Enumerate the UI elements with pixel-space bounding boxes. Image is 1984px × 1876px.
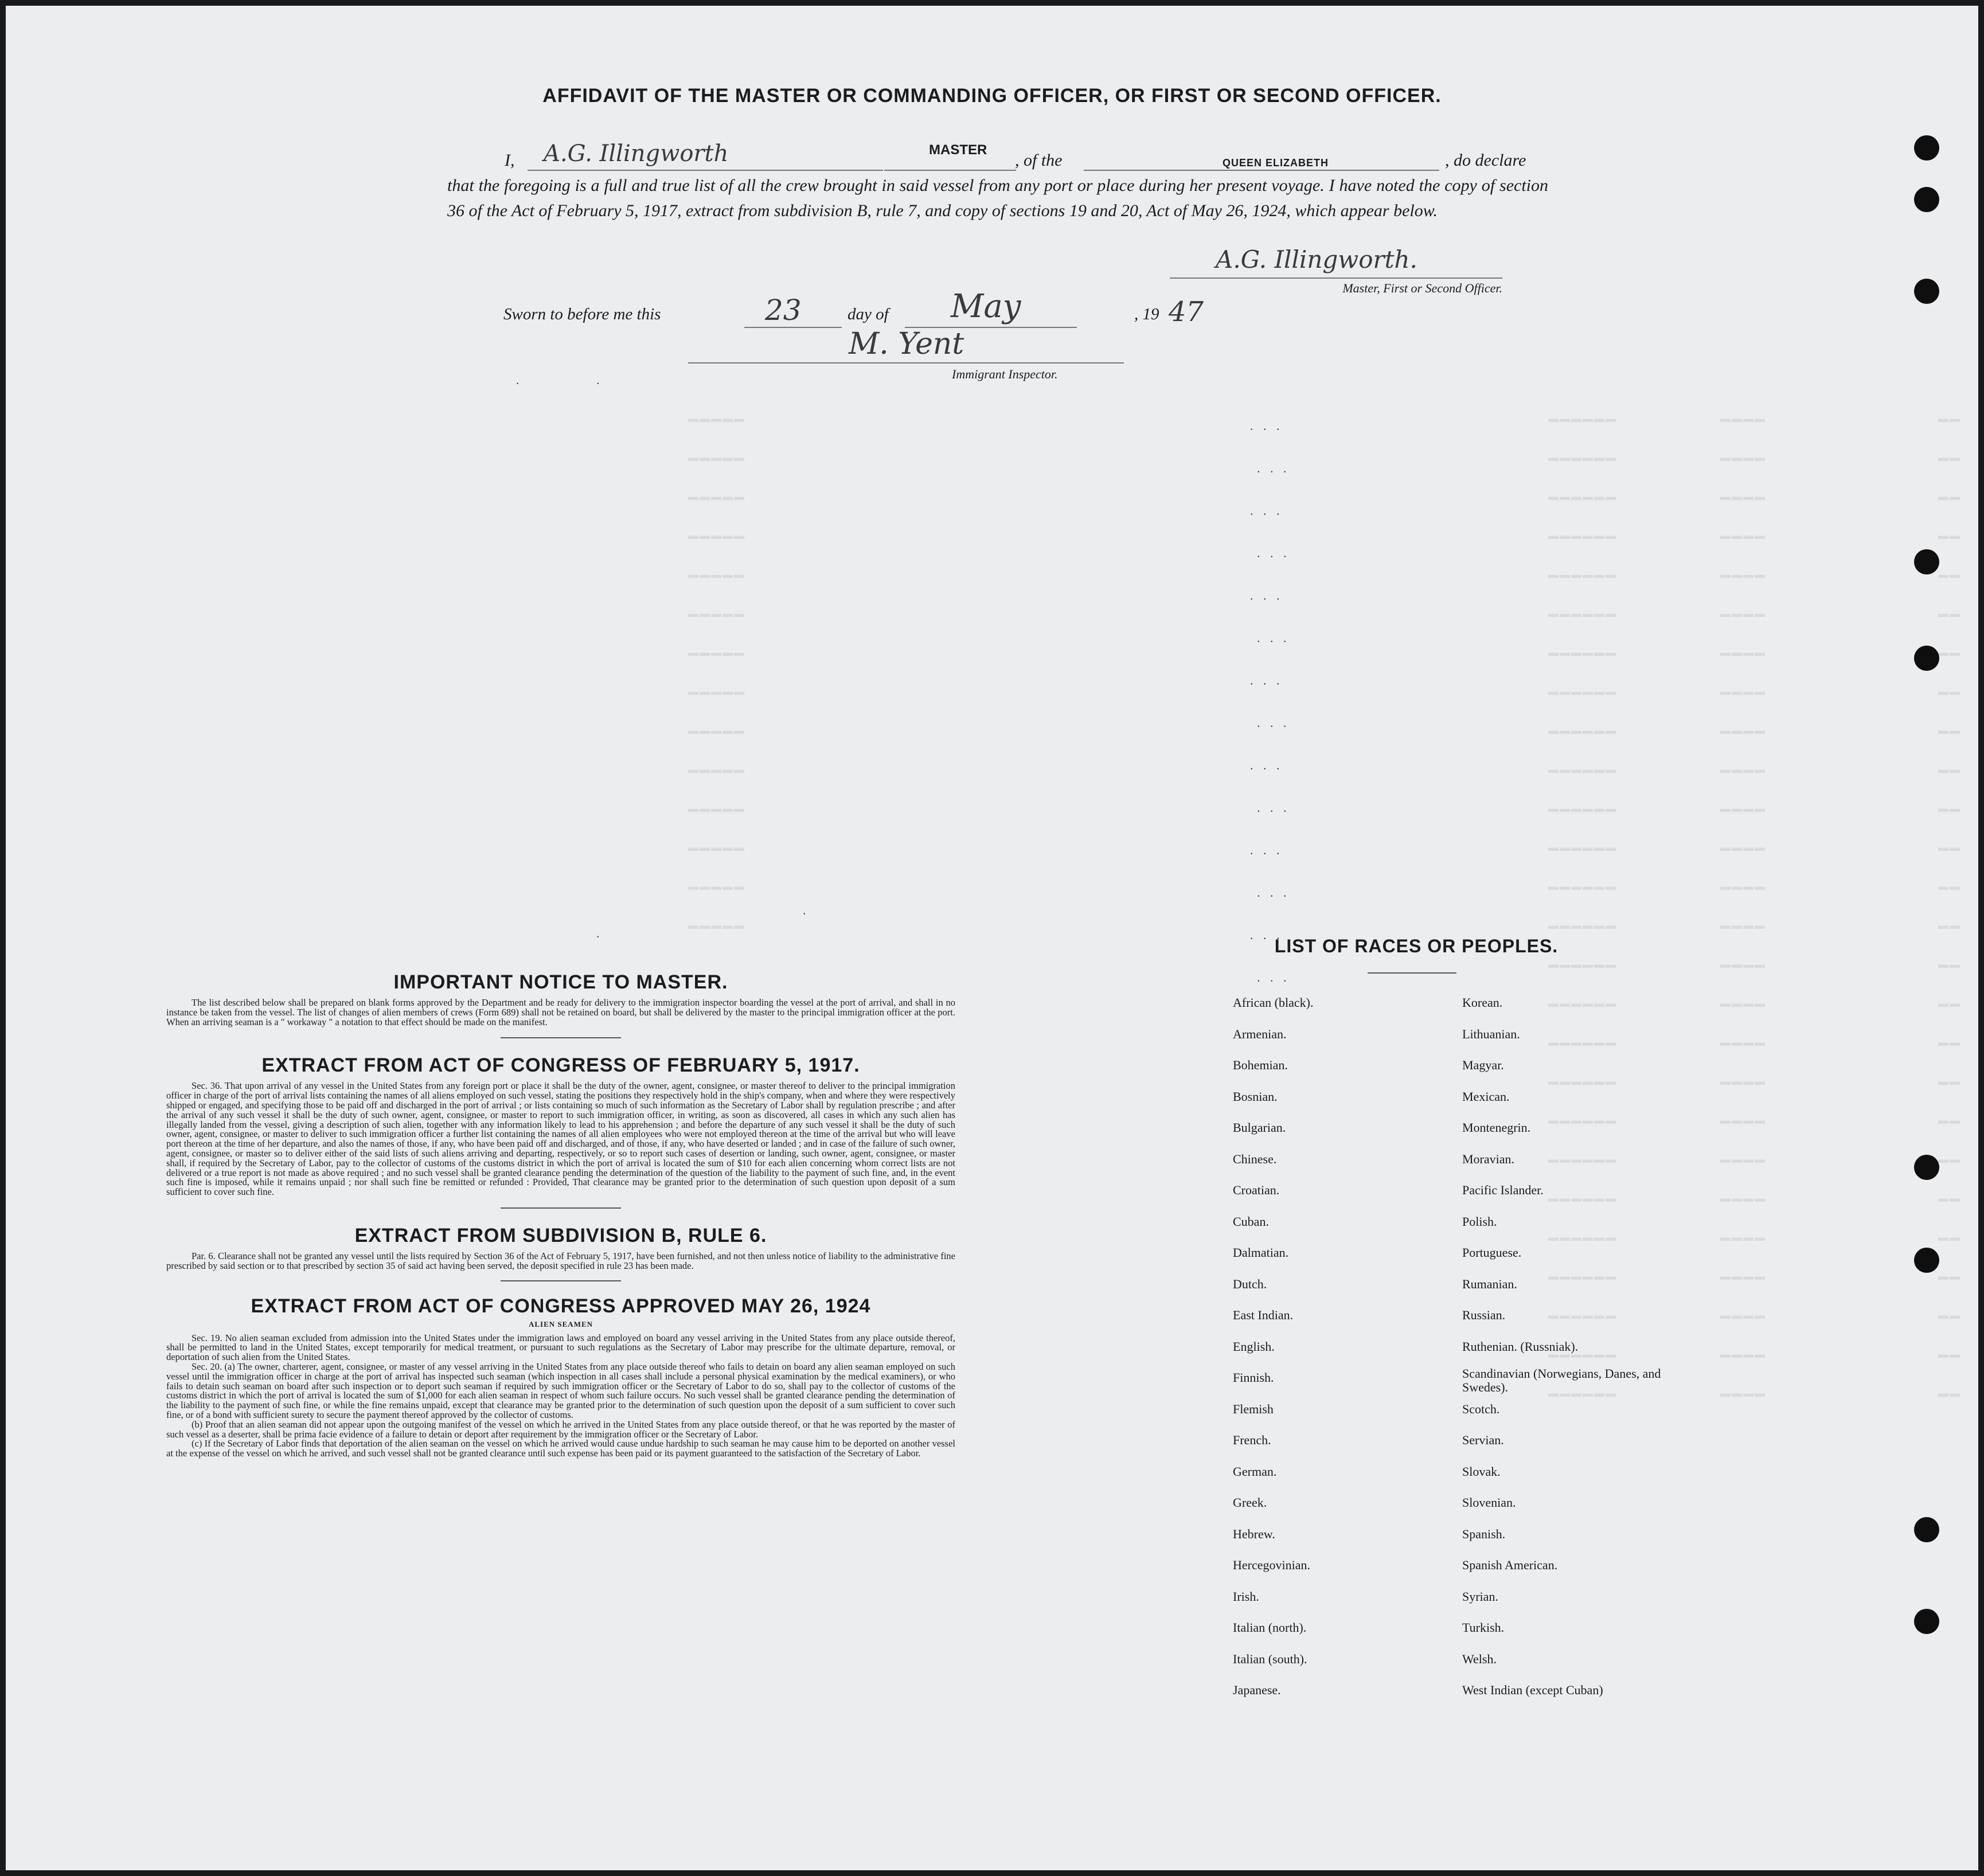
- bleed-through-mark: ▬▬▬▬▬▬: [1548, 1115, 1617, 1126]
- bleed-through-mark: ▬▬▬▬▬▬: [1548, 1388, 1617, 1399]
- bleed-through-mark: ▬▬: [1938, 686, 1961, 697]
- divider: [501, 1280, 621, 1281]
- bleed-through-mark: ▬▬▬▬: [1720, 1349, 1766, 1360]
- bleed-through-mark: ▬▬: [1938, 1271, 1961, 1282]
- stray-mark: .: [596, 926, 603, 940]
- par6-paragraph: Par. 6. Clearance shall not be granted any vessel until the lists required by Section 36 of the Act of February 5, 1917, have been furnished, and not then unless notice of liability to the administrative fine prescribed by said section or to that prescribed by section 35 of said act having been served, the deposit specified in rule 23 has been made.: [166, 1250, 955, 1271]
- sworn-month: May: [951, 288, 1021, 325]
- bleed-through-mark: ▬▬▬▬▬▬: [1548, 1193, 1617, 1204]
- race-item: Portuguese.: [1462, 1245, 1522, 1260]
- bleed-through-mark: ▬▬▬▬▬: [688, 413, 745, 424]
- leader-dots: . . .: [1257, 716, 1290, 730]
- leader-dots: . . .: [1250, 758, 1283, 772]
- bleed-through-mark: ▬▬: [1938, 1115, 1961, 1126]
- punch-hole: [1914, 1155, 1939, 1180]
- notice-heading: IMPORTANT NOTICE TO MASTER.: [393, 971, 728, 993]
- bleed-through-mark: ▬▬▬▬: [1720, 491, 1766, 502]
- bleed-through-mark: ▬▬▬▬: [1720, 530, 1766, 541]
- bleed-through-mark: ▬▬▬▬▬: [688, 803, 745, 814]
- bleed-through-mark: ▬▬▬▬▬▬: [1548, 452, 1617, 463]
- race-item: Scotch.: [1462, 1401, 1500, 1416]
- race-item: German.: [1233, 1464, 1277, 1479]
- sec20c-paragraph: (c) If the Secretary of Labor finds that deportation of the alien seaman on the vessel on which he arrived would cause undue hardship to such seaman he may cause him to be deported on another vessel at the expense of the vessel on which he arrived, and such vessel shall not be granted clearance until such expense has been paid or its payment guaranteed to the satisfaction of the Secretary of Labor.: [166, 1438, 955, 1459]
- sworn-year: 47: [1169, 296, 1204, 328]
- race-item: Scandinavian (Norwegians, Danes, and Swedes).: [1462, 1366, 1661, 1394]
- bleed-through-mark: ▬▬▬▬▬▬: [1548, 491, 1617, 502]
- race-item: Bosnian.: [1233, 1089, 1278, 1104]
- affidavit-title: AFFIDAVIT OF THE MASTER OR COMMANDING OFFICER, OR FIRST OR SECOND OFFICER.: [542, 85, 1442, 107]
- bleed-through-mark: ▬▬: [1938, 725, 1961, 736]
- race-item: Slovak.: [1462, 1464, 1501, 1479]
- bleed-through-mark: ▬▬: [1938, 920, 1961, 931]
- inspector-caption: Immigrant Inspector.: [952, 367, 1058, 381]
- race-item: Mexican.: [1462, 1089, 1510, 1104]
- bleed-through-mark: ▬▬▬▬▬▬: [1548, 998, 1617, 1009]
- sec36-paragraph: Sec. 36. That upon arrival of any vessel in the United States from any foreign port or place it shall be the duty of the owner, agent, consignee, or master thereof to deliver to the principal immigration officer in charge of the port of arrival lists containing the names of all aliens employed on such vessel, stating the positions they respectively hold in the ship's company, when and where they were respectively shipped or engaged, and specifying those to be paid off and discharged in the port of arrival ; or lists containing so much of such information as the Secretary of Labor shall by regulation prescribe ; and after the arrival of any such vessel it shall be the duty of such owner, agent, consignee, or master to report to such immigration officer, in writing, as soon as discovered, all cases in which any such alien has illegally landed from the vessel, giving a description of such alien, together with any information likely to lead to his apprehension ; and before the departure of any such vessel it shall be the duty of such owner, agent, consignee, or master to deliver to such immigration officer a further list containing the names of all alien employees who were not employed thereon at the time of the arrival but who will leave port thereon at the time of her departure, and also the names of those, if any, who have been paid off and discharged, and of those, if any, who have deserted or landed ; and in case of the failure of such owner, agent, consignee, or master so to deliver either of the said lists of such aliens arriving and departing, respectively, or so to report such cases of desertion or landing, such owner, agent, consignee, or master shall, if required by the Secretary of Labor, pay to the collector of customs of the customs district in which the port of arrival is located the sum of $10 for each alien concerning whom correct lists are not delivered or a true report is not made as above required ; and no such vessel shall be granted clearance pending the determination of the question of the liability to the payment of such fine, and, in the event such fine is imposed, while it remains unpaid ; nor shall such fine be remitted or refunded : Provided, That clearance may be granted prior to the determination of such question upon deposit of a sum sufficient to cover such fine.: [166, 1080, 955, 1198]
- race-item: English.: [1233, 1339, 1275, 1354]
- bleed-through-mark: ▬▬: [1938, 1193, 1961, 1204]
- sec20b-paragraph: (b) Proof that an alien seaman did not appear upon the outgoing manifest of the vessel on which he arrived in the United States from any place outside thereof, or that he was reported by the master of such vessel as a deserter, shall be prima facie evidence of a failure to detain or deport after requirement by the immigration officer or the Secretary of Labor.: [166, 1418, 955, 1440]
- bleed-through-mark: ▬▬▬▬▬▬: [1548, 1310, 1617, 1321]
- bleed-through-mark: ▬▬▬▬▬▬: [1548, 1349, 1617, 1360]
- bleed-through-mark: ▬▬: [1938, 881, 1961, 892]
- bleed-through-mark: ▬▬: [1938, 1037, 1961, 1048]
- bleed-through-mark: ▬▬▬▬▬▬: [1548, 1271, 1617, 1282]
- punch-hole: [1914, 1248, 1939, 1273]
- bleed-through-mark: ▬▬▬▬▬▬: [1548, 530, 1617, 541]
- race-item: Italian (south).: [1233, 1651, 1307, 1666]
- race-item: Dalmatian.: [1233, 1245, 1289, 1260]
- leader-dots: . . .: [1250, 843, 1283, 857]
- race-item: Japanese.: [1233, 1683, 1281, 1697]
- races-left-column: [1233, 987, 1439, 1706]
- bleed-through-mark: ▬▬▬▬: [1720, 413, 1766, 424]
- signatory-field: [528, 140, 987, 171]
- leader-dots: . . .: [1250, 928, 1283, 942]
- punch-hole: [1914, 279, 1939, 304]
- bleed-through-mark: ▬▬▬▬▬▬: [1548, 764, 1617, 775]
- race-item: French.: [1233, 1433, 1271, 1447]
- sworn-day: 23: [765, 294, 802, 327]
- declaration-first-line: [447, 140, 1548, 173]
- leader-dots: . . .: [1250, 419, 1283, 433]
- punch-hole: [1914, 1609, 1939, 1634]
- bleed-through-mark: ▬▬▬▬▬: [688, 842, 745, 853]
- bleed-through-mark: ▬▬▬▬: [1720, 1037, 1766, 1048]
- notice-text: [166, 998, 955, 1027]
- bleed-through-mark: ▬▬▬▬: [1720, 452, 1766, 463]
- leader-dots: . . .: [1250, 588, 1283, 603]
- race-item: East Indian.: [1233, 1308, 1294, 1322]
- leader-dots: . . .: [1250, 503, 1283, 518]
- bleed-through-mark: ▬▬: [1938, 413, 1961, 424]
- rule6-heading: EXTRACT FROM SUBDIVISION B, RULE 6.: [354, 1224, 767, 1246]
- punch-hole: [1914, 646, 1939, 671]
- bleed-through-mark: ▬▬▬▬: [1720, 1271, 1766, 1282]
- race-item: Spanish.: [1462, 1526, 1506, 1541]
- bleed-through-mark: ▬▬▬▬▬▬: [1548, 686, 1617, 697]
- bleed-through-mark: ▬▬▬▬▬▬: [1548, 1154, 1617, 1165]
- do-declare-label: , do declare: [1445, 151, 1526, 170]
- bleed-through-mark: ▬▬▬▬: [1720, 608, 1766, 619]
- day-of-label: day of: [848, 305, 889, 323]
- race-item: Montenegrin.: [1462, 1120, 1531, 1135]
- bleed-through-mark: ▬▬: [1938, 647, 1961, 658]
- of-the-label: , of the: [1015, 151, 1063, 170]
- race-item: Rumanian.: [1462, 1276, 1517, 1291]
- bleed-through-mark: ▬▬▬▬▬▬: [1548, 569, 1617, 580]
- race-item: Greek.: [1233, 1495, 1267, 1510]
- race-item: Polish.: [1462, 1214, 1497, 1229]
- bleed-through-mark: ▬▬▬▬▬▬: [1548, 920, 1617, 931]
- punch-hole: [1914, 187, 1939, 212]
- race-item: Servian.: [1462, 1433, 1504, 1447]
- bleed-through-mark: ▬▬▬▬▬: [688, 569, 745, 580]
- bleed-through-mark: ▬▬▬▬▬▬: [1548, 842, 1617, 853]
- race-item: Dutch.: [1233, 1276, 1267, 1291]
- master-signature: A.G. Illingworth.: [1170, 245, 1502, 279]
- vessel-name: QUEEN ELIZABETH: [1223, 157, 1329, 169]
- vessel-field: [1084, 144, 1439, 171]
- bleed-through-mark: ▬▬▬▬▬▬: [1548, 803, 1617, 814]
- sworn-day-field: [744, 294, 842, 328]
- bleed-through-mark: ▬▬▬▬: [1720, 803, 1766, 814]
- bleed-through-mark: ▬▬▬▬: [1720, 725, 1766, 736]
- races-right-column: [1462, 987, 1703, 1706]
- sec19-paragraph: Sec. 19. No alien seaman excluded from admission into the United States under the immigration laws and employed on board any vessel arriving in the United States from any place outside thereof, shall be permitted to land in the United States, except temporarily for medical treatment, or pursuant to such regulations as the Secretary of Labor may prescribe for the ultimate departure, removal, or deportation of such alien from the United States.: [166, 1332, 955, 1363]
- bleed-through-mark: ▬▬▬▬: [1720, 1232, 1766, 1243]
- bleed-through-mark: ▬▬▬▬▬▬: [1548, 881, 1617, 892]
- leader-dots: . . .: [1257, 631, 1290, 645]
- race-item: Flemish: [1233, 1401, 1274, 1416]
- bleed-through-mark: ▬▬▬▬▬: [688, 764, 745, 775]
- leader-dots: . . .: [1257, 461, 1290, 475]
- notice-paragraph: The list described below shall be prepared on blank forms approved by the Department and be ready for delivery to the immigration inspector boarding the vessel at the port of arrival, and shall in no instance be taken from the vessel. The list of changes of alien members of crews (Form 689) shall not be retained on board, but shall be delivered by the master to the principal immigration officer at the port. When an arriving seaman is a " workaway " a notation to that effect should be made on the manifest.: [166, 997, 955, 1027]
- bleed-through-mark: ▬▬▬▬▬▬: [1548, 647, 1617, 658]
- races-heading-rule: [1368, 972, 1456, 974]
- bleed-through-mark: ▬▬▬▬▬: [688, 881, 745, 892]
- role-printed: MASTER: [929, 142, 987, 158]
- leader-dots: . . .: [1250, 673, 1283, 687]
- bleed-through-mark: ▬▬: [1938, 842, 1961, 853]
- leader-dots: . . .: [1257, 885, 1290, 900]
- i-label: I,: [505, 151, 515, 170]
- inspector-signature: M. Yent: [688, 327, 1124, 364]
- race-item: West Indian (except Cuban): [1462, 1683, 1603, 1697]
- race-item: Bulgarian.: [1233, 1120, 1286, 1135]
- leader-dots: . . .: [1257, 546, 1290, 560]
- bleed-through-mark: ▬▬▬▬: [1720, 1193, 1766, 1204]
- master-signature-block: [1170, 245, 1502, 296]
- race-item: Bohemian.: [1233, 1058, 1288, 1072]
- bleed-through-mark: ▬▬: [1938, 1232, 1961, 1243]
- sworn-month-field: [905, 288, 1077, 328]
- bleed-through-mark: ▬▬▬▬▬▬: [1548, 608, 1617, 619]
- bleed-through-mark: ▬▬▬▬: [1720, 764, 1766, 775]
- race-item: Russian.: [1462, 1308, 1506, 1322]
- bleed-through-mark: ▬▬: [1938, 959, 1961, 970]
- bleed-through-mark: ▬▬▬▬: [1720, 686, 1766, 697]
- declaration-body: that the foregoing is a full and true list of all the crew brought in said vessel from any port or place during her present voyage. I have noted the copy of section 36 of the Act of February 5, 1917, extract from subdivision B, rule 7, and copy of sections 19 and 20, Act of May 26, 1924, which appear below.: [447, 176, 1548, 220]
- bleed-through-mark: ▬▬▬▬▬▬: [1548, 413, 1617, 424]
- bleed-through-mark: ▬▬: [1938, 1076, 1961, 1087]
- notices-column: [166, 971, 955, 1459]
- bleed-through-mark: ▬▬▬▬▬▬: [1548, 1037, 1617, 1048]
- bleed-through-mark: ▬▬▬▬▬: [688, 725, 745, 736]
- bleed-through-mark: ▬▬▬▬: [1720, 1388, 1766, 1399]
- bleed-through-mark: ▬▬▬▬▬: [688, 608, 745, 619]
- bleed-through-mark: ▬▬▬▬▬: [688, 647, 745, 658]
- bleed-through-mark: ▬▬▬▬▬: [688, 920, 745, 931]
- race-item: Slovenian.: [1462, 1495, 1516, 1510]
- race-item: Cuban.: [1233, 1214, 1269, 1229]
- race-item: Hercegovinian.: [1233, 1558, 1310, 1572]
- extract-1917-text: [166, 1081, 955, 1197]
- race-item: Irish.: [1233, 1589, 1259, 1604]
- bleed-through-mark: ▬▬▬▬▬▬: [1548, 1076, 1617, 1087]
- bleed-through-mark: ▬▬▬▬: [1720, 998, 1766, 1009]
- extract-1924-heading: EXTRACT FROM ACT OF CONGRESS APPROVED MAY 26, 1924: [251, 1295, 871, 1317]
- race-item: Lithuanian.: [1462, 1026, 1520, 1041]
- extract-1924-text: [166, 1334, 955, 1459]
- bleed-through-mark: ▬▬▬▬: [1720, 569, 1766, 580]
- leader-dots: . . .: [1257, 970, 1290, 984]
- race-item: Pacific Islander.: [1462, 1183, 1544, 1197]
- bleed-through-mark: ▬▬: [1938, 491, 1961, 502]
- bleed-through-mark: ▬▬: [1938, 803, 1961, 814]
- race-item: Spanish American.: [1462, 1558, 1558, 1572]
- punch-hole: [1914, 135, 1939, 161]
- race-item: Syrian.: [1462, 1589, 1498, 1604]
- sworn-label: Sworn to before me this: [503, 305, 661, 323]
- bleed-through-mark: ▬▬▬▬: [1720, 1115, 1766, 1126]
- race-item: Finnish.: [1233, 1370, 1274, 1385]
- punch-hole: [1914, 1517, 1939, 1542]
- divider: [501, 1037, 621, 1038]
- bleed-through-mark: ▬▬▬▬▬▬: [1548, 1232, 1617, 1243]
- bleed-through-mark: ▬▬: [1938, 608, 1961, 619]
- leader-dots: . . .: [1257, 800, 1290, 815]
- race-item: African (black).: [1233, 995, 1314, 1010]
- race-item: Armenian.: [1233, 1026, 1287, 1041]
- bleed-through-mark: ▬▬: [1938, 1388, 1961, 1399]
- bleed-through-mark: ▬▬: [1938, 1154, 1961, 1165]
- bleed-through-mark: ▬▬▬▬▬: [688, 530, 745, 541]
- race-item: Magyar.: [1462, 1058, 1504, 1072]
- bleed-through-mark: ▬▬: [1938, 1310, 1961, 1321]
- race-item: Italian (north).: [1233, 1620, 1307, 1635]
- master-signature-caption: Master, First or Second Officer.: [1342, 281, 1502, 295]
- role-field-line: [884, 141, 1016, 171]
- signatory-handwriting: A.G. Illingworth: [544, 140, 729, 167]
- bleed-through-mark: ▬▬: [1938, 452, 1961, 463]
- year-prefix: , 19: [1134, 305, 1159, 323]
- bleed-through-mark: ▬▬▬▬: [1720, 842, 1766, 853]
- sec20a-paragraph: Sec. 20. (a) The owner, charterer, agent, consignee, or master of any vessel arriving in the United States from any place outside thereof who fails to detain on board any alien seaman employed on such vessel until the immigration officer in charge at the port of arrival has inspected such seaman (which inspection in all cases shall include a personal physical examination by the medical examiners), or who fails to detain such seaman on board after such inspection or to deport such seaman if required by such immigration officer or the Secretary of Labor to do so, shall pay to the collector of customs of the customs district in which the port of arrival is located the sum of $1,000 for each alien seaman in respect of whom such failure occurs. No such vessel shall be granted clearance pending the determination of the liability to the payment of such fine, or while the fine remains unpaid, except that clearance may be granted prior to the determination of such question upon the deposit of a sum sufficient to cover such fine, or of a bond with sufficient surety to secure the payment thereof approved by the collector of customs.: [166, 1361, 955, 1420]
- bleed-through-mark: ▬▬▬▬▬: [688, 686, 745, 697]
- race-item: Chinese.: [1233, 1151, 1277, 1166]
- race-item: Korean.: [1462, 995, 1503, 1010]
- bleed-through-mark: ▬▬▬▬: [1720, 1310, 1766, 1321]
- race-item: Hebrew.: [1233, 1526, 1275, 1541]
- stray-mark: .: [516, 373, 523, 387]
- rule6-text: [166, 1252, 955, 1271]
- divider: [501, 1207, 621, 1209]
- bleed-through-mark: ▬▬▬▬: [1720, 959, 1766, 970]
- extract-1917-heading: EXTRACT FROM ACT OF CONGRESS OF FEBRUARY 5, 1917.: [261, 1054, 860, 1077]
- bleed-through-mark: ▬▬▬▬: [1720, 1154, 1766, 1165]
- stray-mark: .: [803, 903, 810, 917]
- races-heading: LIST OF RACES OR PEOPLES.: [1274, 936, 1559, 956]
- bleed-through-mark: ▬▬: [1938, 569, 1961, 580]
- bleed-through-mark: ▬▬▬▬: [1720, 1076, 1766, 1087]
- punch-hole: [1914, 549, 1939, 574]
- bleed-through-mark: ▬▬▬▬: [1720, 881, 1766, 892]
- inspector-signature-block: [688, 327, 1124, 382]
- race-item: Turkish.: [1462, 1620, 1505, 1635]
- bleed-through-mark: ▬▬▬▬▬▬: [1548, 959, 1617, 970]
- bleed-through-mark: ▬▬▬▬▬: [688, 491, 745, 502]
- race-item: Ruthenian. (Russniak).: [1462, 1339, 1579, 1354]
- bleed-through-mark: ▬▬: [1938, 1349, 1961, 1360]
- race-item: Moravian.: [1462, 1151, 1515, 1166]
- affidavit-declaration: [447, 140, 1548, 224]
- bleed-through-mark: ▬▬▬▬▬▬: [1548, 725, 1617, 736]
- bleed-through-mark: ▬▬▬▬: [1720, 647, 1766, 658]
- stray-mark: .: [596, 373, 603, 387]
- bleed-through-mark: ▬▬: [1938, 530, 1961, 541]
- bleed-through-mark: ▬▬: [1938, 998, 1961, 1009]
- bleed-through-mark: ▬▬▬▬: [1720, 920, 1766, 931]
- race-item: Croatian.: [1233, 1183, 1280, 1197]
- bleed-through-mark: ▬▬▬▬▬: [688, 452, 745, 463]
- alien-seamen-subheading: ALIEN SEAMEN: [528, 1319, 593, 1328]
- race-item: Welsh.: [1462, 1651, 1497, 1666]
- bleed-through-mark: ▬▬: [1938, 764, 1961, 775]
